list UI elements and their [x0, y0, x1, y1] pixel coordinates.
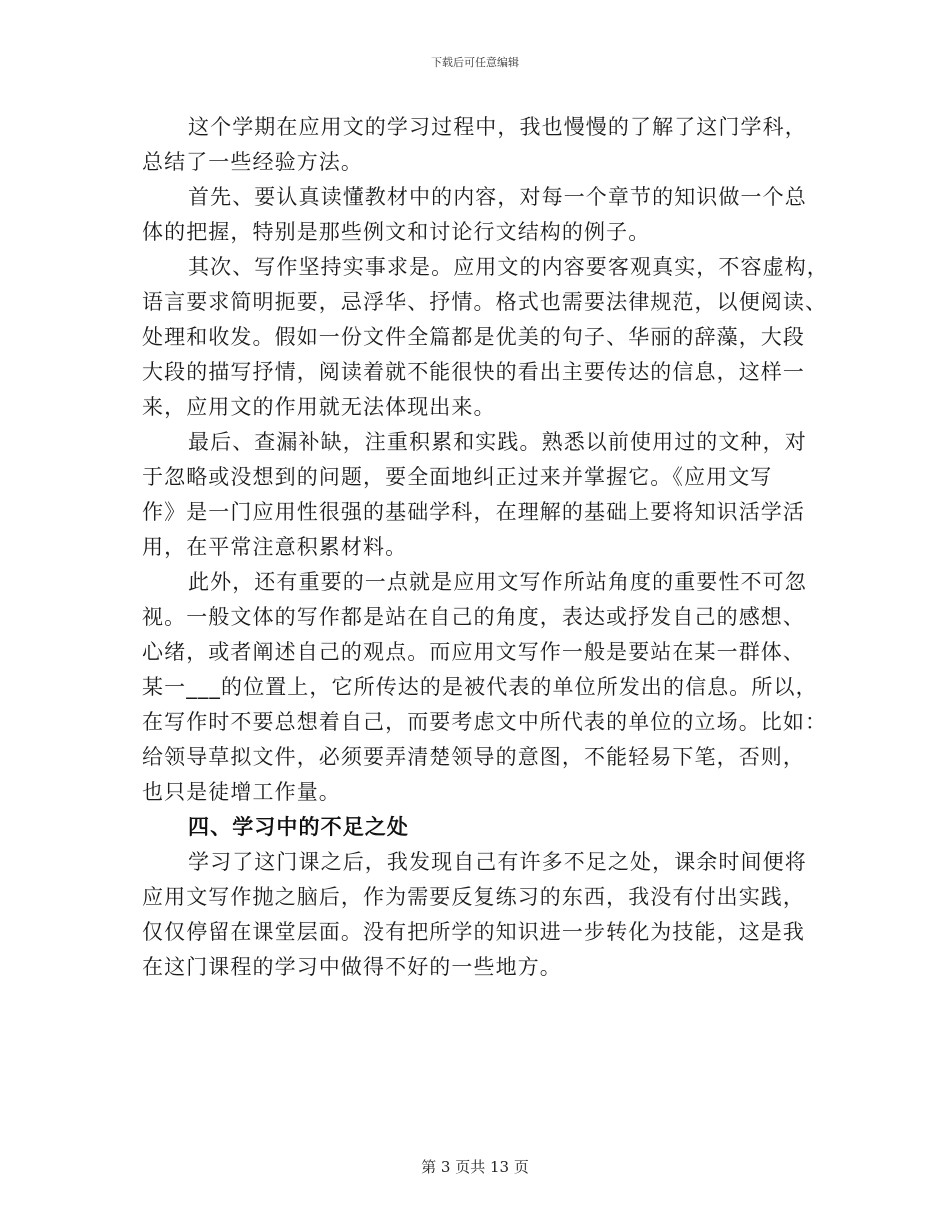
paragraph-shortcomings — [142, 845, 806, 985]
text-line: 此外，还有重要的一点就是应用文写作所站角度的重要性不可忽 — [188, 570, 807, 594]
document-body — [142, 110, 829, 985]
text-line: 语言要求简明扼要，忌浮华、抒情。格式也需要法律规范，以便阅读、 — [142, 290, 828, 314]
text-line: 体的把握，特别是那些例文和讨论行文结构的例子。 — [142, 220, 651, 244]
text-line: 给领导草拟文件，必须要弄清楚领导的意图，不能轻易下笔，否则， — [142, 745, 805, 769]
text-line: 作》是一门应用性很强的基础学科，在理解的基础上要将知识活学活 — [142, 500, 805, 524]
text-line: 首先、要认真读懂教材中的内容，对每一个章节的知识做一个总 — [188, 185, 807, 209]
text-line: 也只是徒增工作量。 — [142, 780, 341, 804]
text-line: 在这门课程的学习中做得不好的一些地方。 — [142, 955, 562, 979]
section-heading: 四、学习中的不足之处 — [188, 815, 409, 839]
text-line: 总结了一些经验方法。 — [142, 150, 363, 174]
text-line: 处理和收发。假如一份文件全篇都是优美的句子、华丽的辞藻，大段 — [142, 325, 805, 349]
paragraph-fourth — [142, 565, 828, 810]
paragraph-intro — [142, 110, 806, 180]
text-line: 学习了这门课之后，我发现自己有许多不足之处，课余时间便将 — [188, 850, 807, 874]
text-line: 仅仅停留在课堂层面。没有把所学的知识进一步转化为技能，这是我 — [142, 920, 805, 944]
text-line: 来，应用文的作用就无法体现出来。 — [142, 395, 496, 419]
text-line: 在写作时不要总想着自己，而要考虑文中所代表的单位的立场。比如： — [142, 710, 828, 734]
paragraph-first — [142, 180, 806, 250]
text-line: 视。一般文体的写作都是站在自己的角度，表达或抒发自己的感想、 — [142, 605, 805, 629]
header-note: 下载后可任意编辑 — [431, 56, 519, 69]
text-line: 某一___的位置上，它所传达的是被代表的单位所发出的信息。所以， — [142, 675, 818, 699]
text-line: 用，在平常注意积累材料。 — [142, 535, 408, 559]
text-line: 这个学期在应用文的学习过程中，我也慢慢的了解了这门学科， — [188, 115, 807, 139]
text-line: 最后、查漏补缺，注重积累和实践。熟悉以前使用过的文种，对 — [188, 430, 807, 454]
text-line: 应用文写作抛之脑后，作为需要反复练习的东西，我没有付出实践， — [142, 885, 805, 909]
paragraph-third — [142, 425, 806, 565]
text-line: 心绪，或者阐述自己的观点。而应用文写作一般是要站在某一群体、 — [142, 640, 805, 664]
page-number: 第 3 页共 13 页 — [421, 1158, 529, 1176]
text-line: 其次、写作坚持实事求是。应用文的内容要客观真实，不容虚构， — [188, 255, 829, 279]
text-line: 于忽略或没想到的问题，要全面地纠正过来并掌握它。《应用文写 — [142, 465, 773, 489]
text-line: 大段的描写抒情，阅读着就不能很快的看出主要传达的信息，这样一 — [142, 360, 805, 384]
paragraph-second — [142, 250, 829, 425]
